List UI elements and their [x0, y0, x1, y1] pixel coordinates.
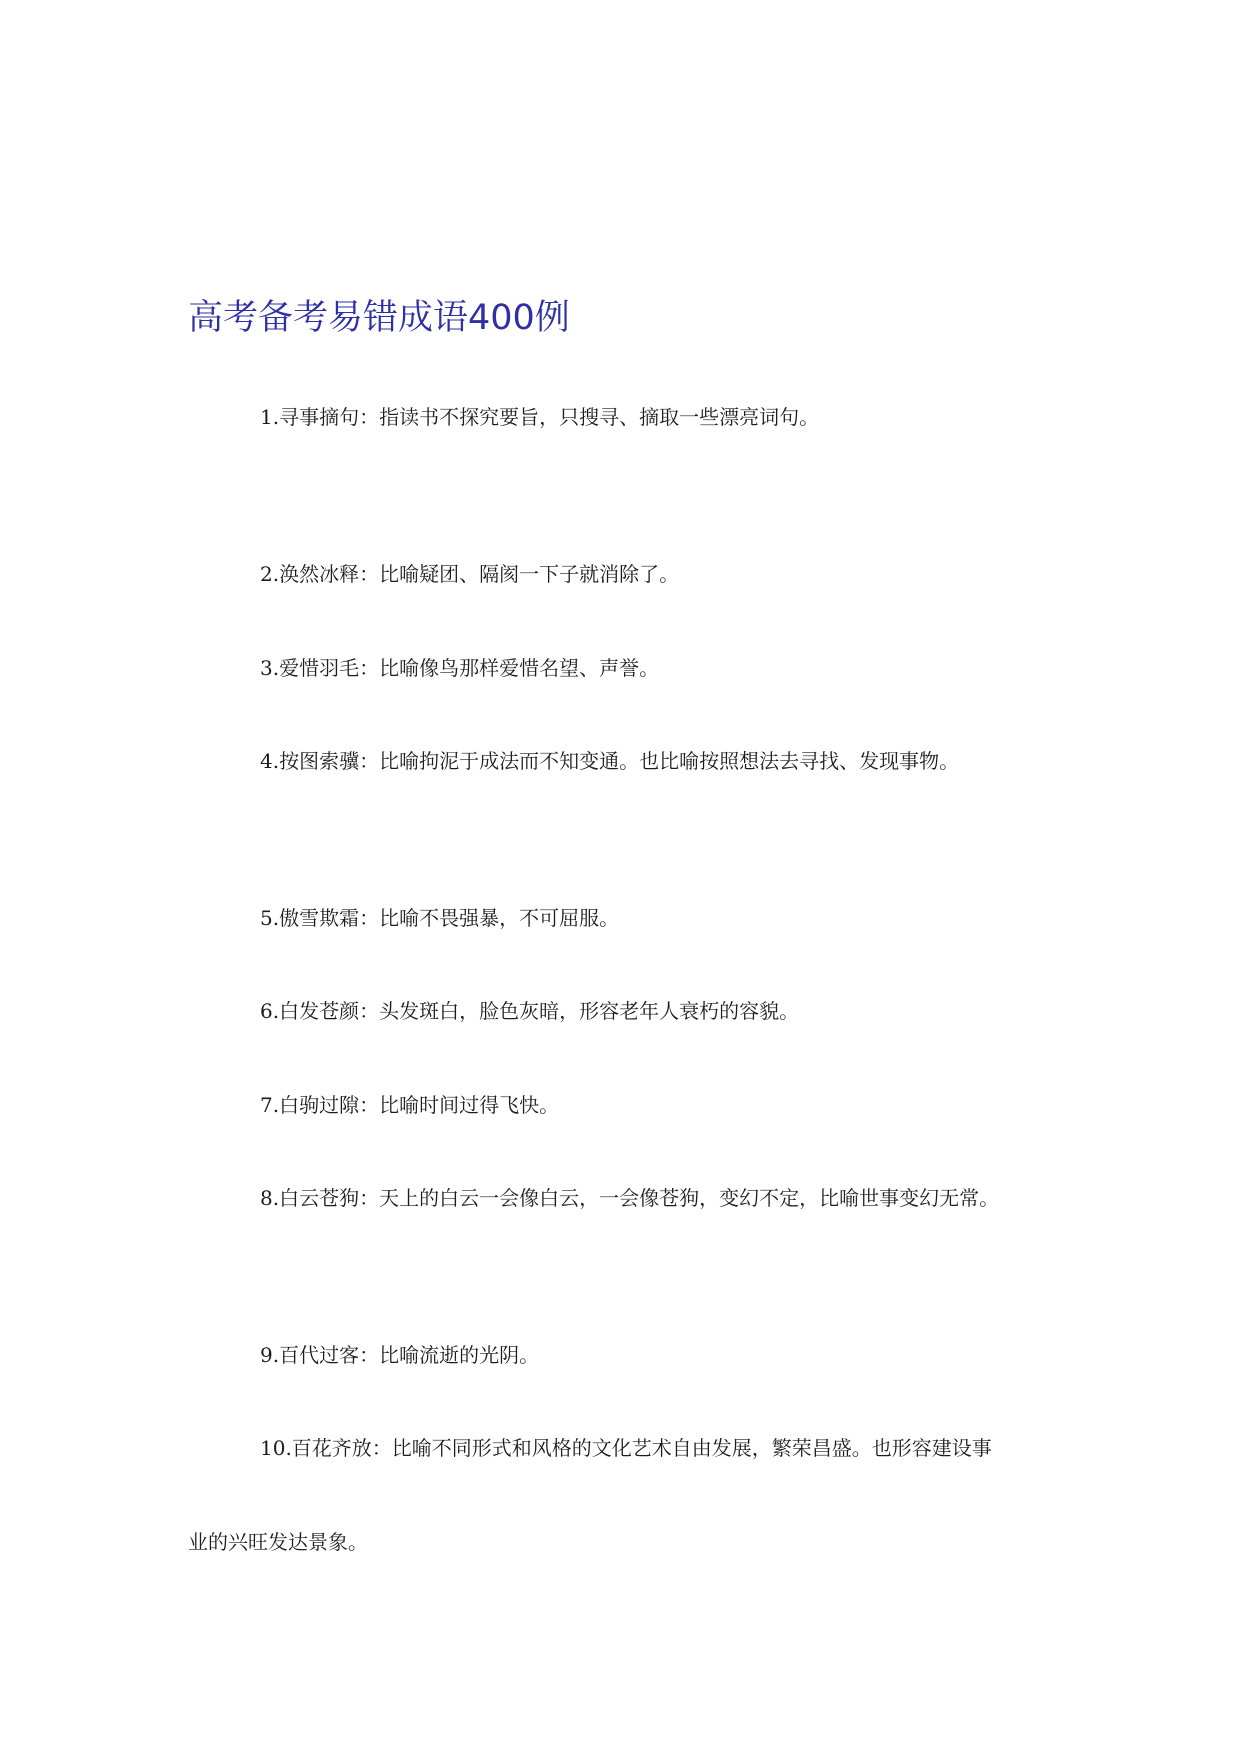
idiom-entry-text: 2.涣然冰释：比喻疑团、隔阂一下子就消除了。 — [260, 562, 680, 586]
idiom-entry-continuation — [188, 1526, 1060, 1558]
idiom-entry-text: 8.白云苍狗：天上的白云一会像白云，一会像苍狗，变幻不定，比喻世事变幻无常。 — [260, 1186, 1000, 1210]
idiom-entry — [188, 1339, 1060, 1371]
document-title: 高考备考易错成语400例 — [188, 298, 570, 338]
idiom-entry-continuation-text: 业的兴旺发达景象。 — [188, 1530, 368, 1554]
idiom-entry — [188, 902, 1060, 934]
idiom-entry — [188, 652, 1060, 684]
idiom-entry-text: 6.白发苍颜：头发斑白，脸色灰暗，形容老年人衰朽的容貌。 — [260, 999, 800, 1023]
idiom-entry — [188, 401, 1060, 433]
idiom-entry-text: 7.白驹过隙：比喻时间过得飞快。 — [260, 1093, 560, 1117]
idiom-entry — [188, 995, 1060, 1027]
idiom-entry-text: 5.傲雪欺霜：比喻不畏强暴，不可屈服。 — [260, 906, 620, 930]
idiom-entry-text: 3.爱惜羽毛：比喻像鸟那样爱惜名望、声誉。 — [260, 656, 660, 680]
idiom-entry — [188, 745, 1060, 777]
idiom-entry-text: 4.按图索骥：比喻拘泥于成法而不知变通。也比喻按照想法去寻找、发现事物。 — [260, 749, 960, 773]
idiom-entry — [188, 558, 1060, 590]
idiom-entry — [188, 1432, 1060, 1464]
idiom-entry-text: 9.百代过客：比喻流逝的光阴。 — [260, 1343, 540, 1367]
idiom-entry — [188, 1089, 1060, 1121]
idiom-entry-text: 1.寻事摘句：指读书不探究要旨，只搜寻、摘取一些漂亮词句。 — [260, 405, 820, 429]
idiom-entry — [188, 1182, 1060, 1214]
idiom-entry-text: 10.百花齐放：比喻不同形式和风格的文化艺术自由发展，繁荣昌盛。也形容建设事 — [260, 1436, 992, 1460]
